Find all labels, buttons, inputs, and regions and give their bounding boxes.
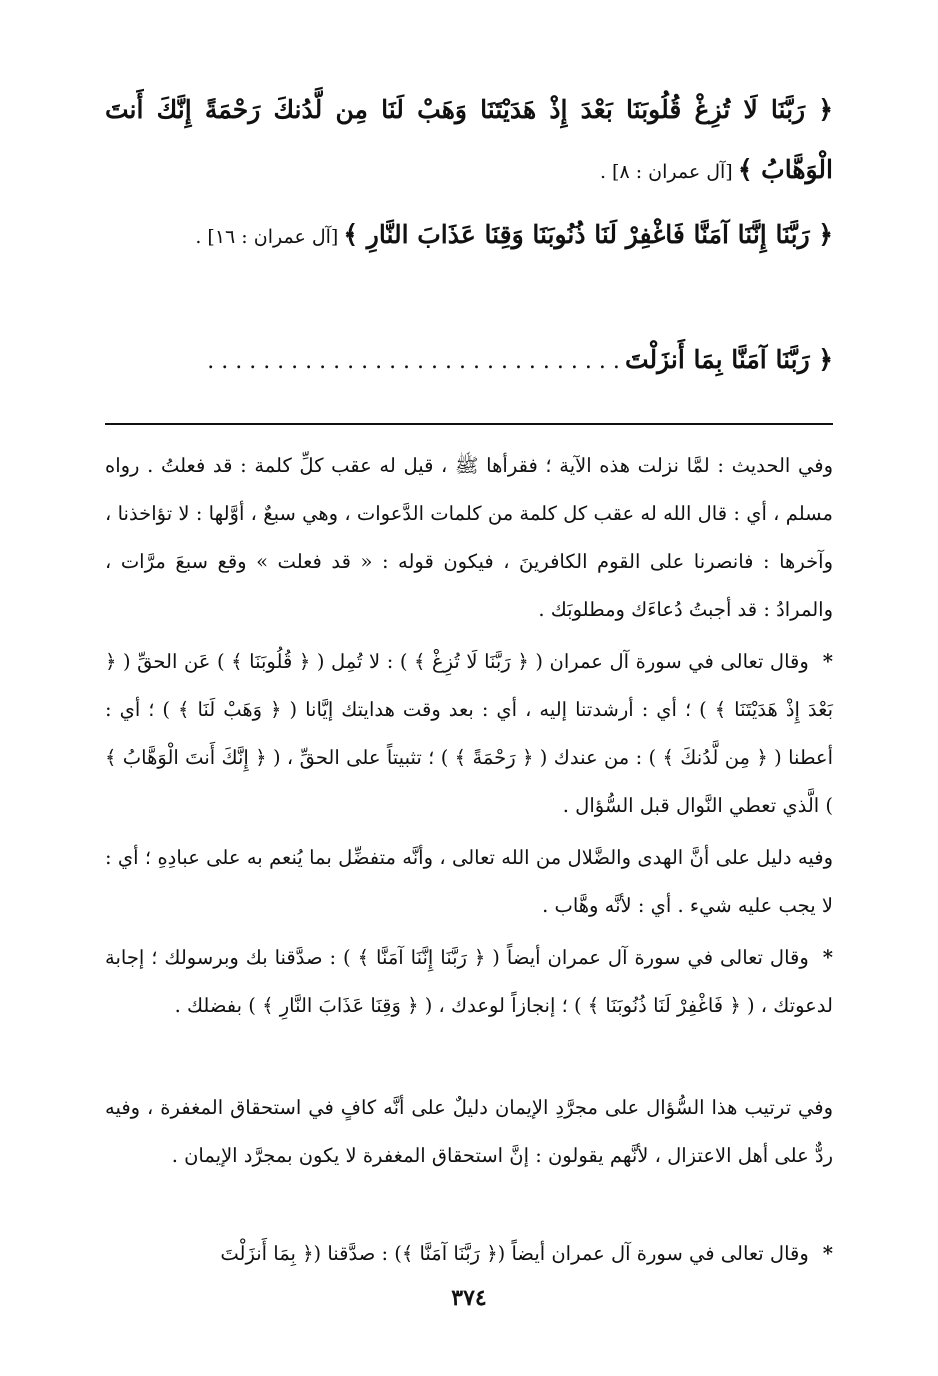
commentary-paragraph-5 xyxy=(105,1084,833,1180)
commentary-paragraph-6 xyxy=(105,1230,833,1278)
commentary-1-text: وفي الحديث : لمَّا نزلت هذه الآية ؛ فقرأها ﷺ ، قيل له عقب كلِّ كلمة : قد فعلتُ . رواه مسلم ، أي : قال الله له عقب كل كلمة من كلمات الدَّعوات ، وهي سبعٌ ، أوَّلها : لا تؤاخذنا ، وآخرها : فانصرنا على القوم الكافرينَ ، فيكون قوله : « قد فعلت » وقع سبعَ مرَّات ، والمرادُ : قد أجبتُ دُعاءَك ومطلوبَك . xyxy=(105,454,833,621)
page-number: ٣٧٤ xyxy=(451,1285,487,1311)
commentary-6-text: وقال تعالى في سورة آل عمران أيضاً (﴿ رَبَّنَا آمَنَّا ﴾) : صدَّقنا (﴿ بِمَا أَنزَلْتَ xyxy=(220,1242,809,1265)
commentary-paragraph-1 xyxy=(105,442,833,634)
verse-2-reference: [آل عمران : ١٦] . xyxy=(195,226,339,248)
star-bullet: * xyxy=(822,650,833,673)
commentary-paragraph-2 xyxy=(105,638,833,830)
verse-1-reference: [آل عمران : ٨] . xyxy=(599,161,733,183)
commentary-2-text: وقال تعالى في سورة آل عمران ( ﴿ رَبَّنَا لَا تُزِغْ ﴾ ) : لا تُمِل ( ﴿ قُلُوبَنَا ﴾ ) عَن الحقِّ ( ﴿ بَعْدَ إِذْ هَدَيْتَنَا ﴾ ) ؛ أي : أرشدتنا إليه ، أي : بعد وقت هدايتك إيَّانا ( ﴿ وَهَبْ لَنَا ﴾ ) ؛ أي : أعطنا ( ﴿ مِن لَّدُنكَ ﴾ ) : من عندك ( ﴿ رَحْمَةً ﴾ ) ؛ تثبيتاً على الحقِّ ، ( ﴿ إِنَّكَ أَنتَ الْوَهَّابُ ﴾ ) الَّذي تعطي النَّوال قبل السُّؤال . xyxy=(105,650,833,817)
verse-3-block xyxy=(105,330,833,390)
commentary-3-text: وفيه دليل على أنَّ الهدى والضَّلال من الله تعالى ، وأنَّه متفضِّل بما يُنعم به على عبادِهِ ؛ أي : لا يجب عليه شيء . أي : لأنَّه وهَّاب . xyxy=(105,846,833,917)
footnote-separator xyxy=(105,423,833,425)
star-bullet: * xyxy=(822,1242,833,1265)
verse-2-block xyxy=(105,205,833,265)
commentary-paragraph-3 xyxy=(105,834,833,930)
commentary-5-text: وفي ترتيب هذا السُّؤال على مجرَّدِ الإيمان دليلٌ على أنَّه كافٍ في استحقاق المغفرة ، وفيه ردٌّ على أهل الاعتزال ، لأنَّهم يقولون : إنَّ استحقاق المغفرة لا يكون بمجرَّد الإيمان . xyxy=(105,1096,833,1167)
verse-3-text: ﴿ رَبَّنَا آمَنَّا بِمَا أَنزَلْتَ xyxy=(624,345,833,374)
verse-3-dots: . . . . . . . . . . . . . . . . . . . . . . . . . . . . . . xyxy=(207,349,620,374)
commentary-paragraph-4 xyxy=(105,934,833,1030)
commentary-4-text: وقال تعالى في سورة آل عمران أيضاً ( ﴿ رَبَّنَا إِنَّنَا آمَنَّا ﴾ ) : صدَّقنا بك وبرسولك ؛ إجابة لدعوتك ، ( ﴿ فَاغْفِرْ لَنَا ذُنُوبَنَا ﴾ ) ؛ إنجازاً لوعدك ، ( ﴿ وَقِنَا عَذَابَ النَّارِ ﴾ ) بفضلك . xyxy=(105,946,833,1017)
verse-1-block xyxy=(105,80,833,200)
verse-2-text: ﴿ رَبَّنَا إِنَّنَا آمَنَّا فَاغْفِرْ لَنَا ذُنُوبَنَا وَقِنَا عَذَابَ النَّارِ ﴾ xyxy=(343,220,833,249)
star-bullet: * xyxy=(822,946,833,969)
verse-1-text: ﴿ رَبَّنَا لَا تُزِغْ قُلُوبَنَا بَعْدَ إِذْ هَدَيْتَنَا وَهَبْ لَنَا مِن لَّدُنكَ رَحْمَةً إِنَّكَ أَنتَ الْوَهَّابُ ﴾ xyxy=(105,95,833,184)
